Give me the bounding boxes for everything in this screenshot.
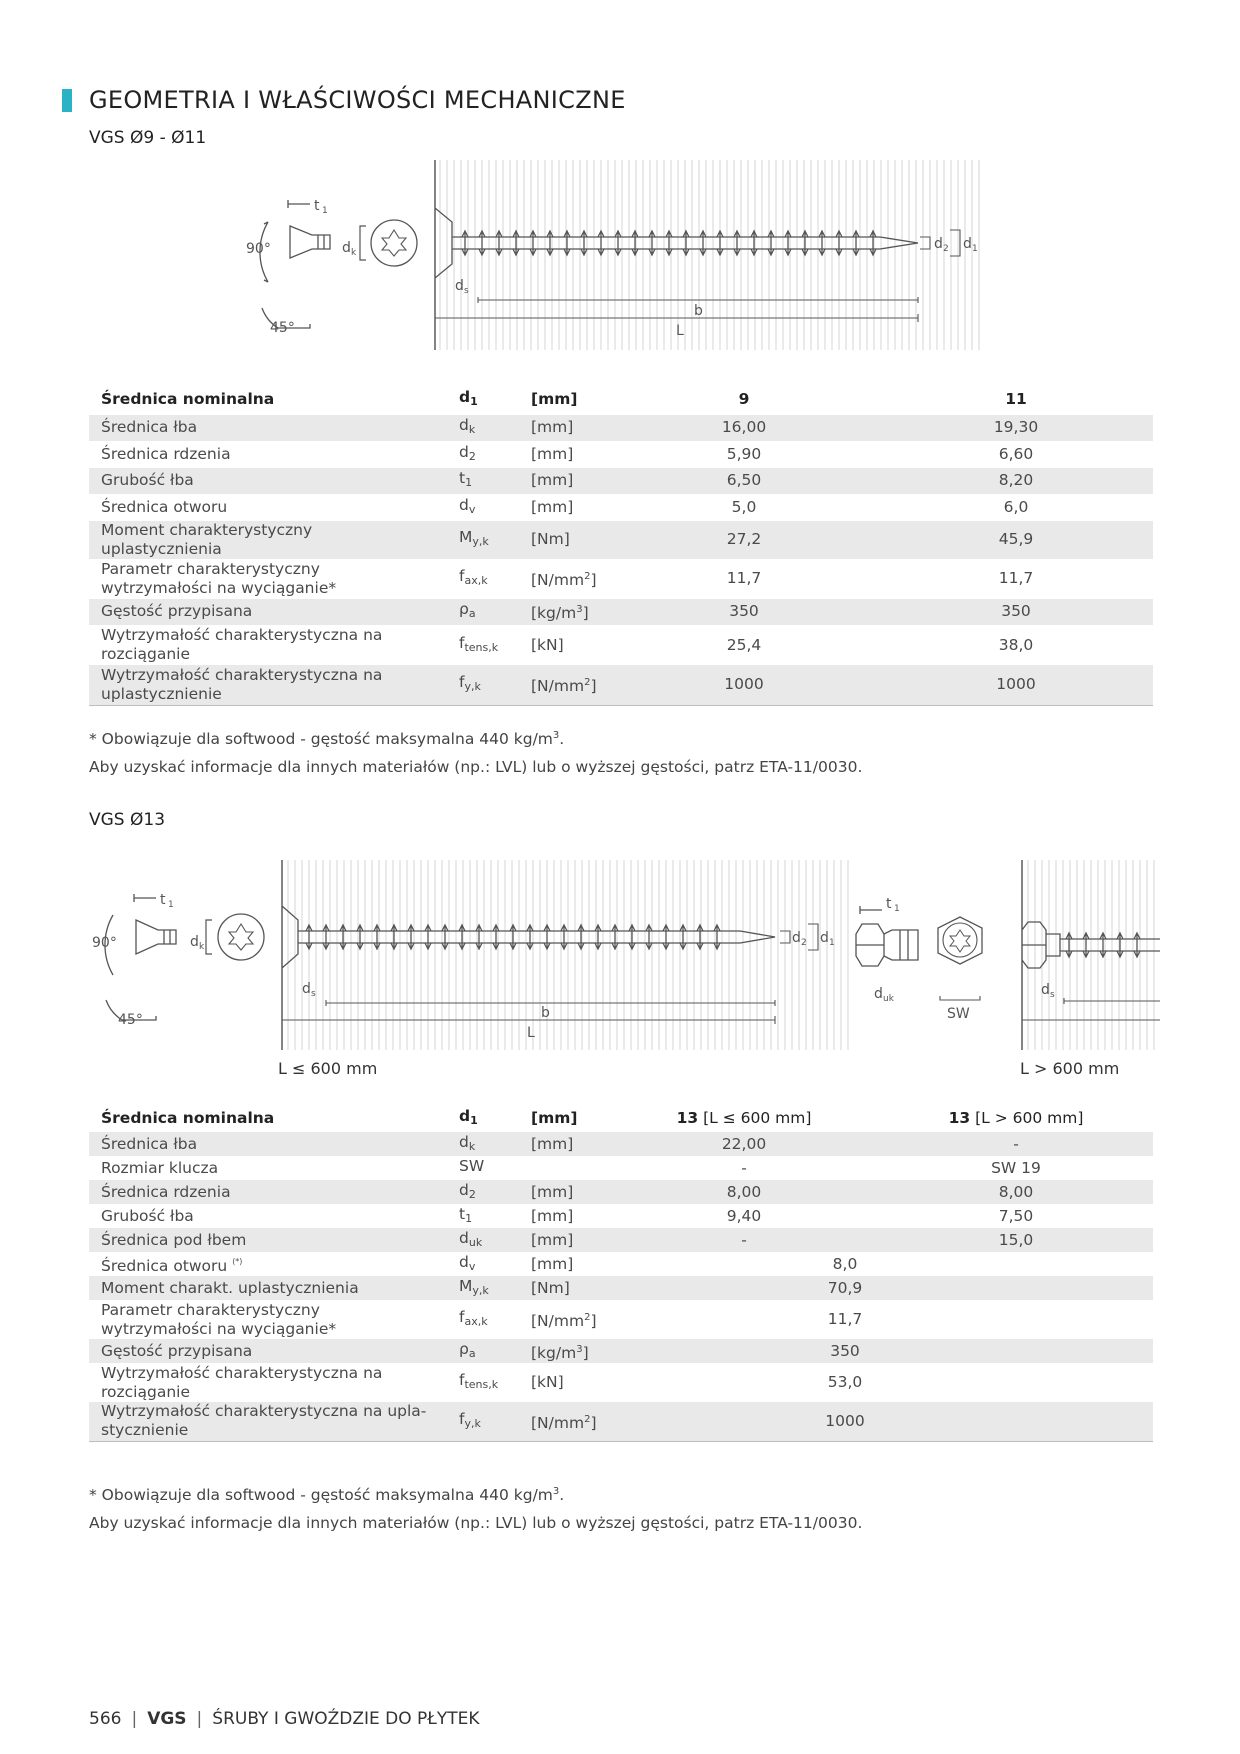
- thread-turn: [510, 925, 516, 949]
- part2-title: VGS Ø13: [89, 810, 166, 830]
- thread-turn: [751, 231, 757, 255]
- svg-text:1: 1: [168, 900, 174, 910]
- thread-turn: [734, 231, 740, 255]
- screw-drawing-13: [0, 860, 1240, 1080]
- label-dk: d: [342, 240, 351, 256]
- table-row: Średnica łba $d_k$ [mm] 22,00 -: [89, 1132, 1153, 1156]
- thread-turn: [459, 925, 465, 949]
- thread-turn: [680, 925, 686, 949]
- thread-turn: [819, 231, 825, 255]
- label-d1: d: [820, 930, 829, 946]
- screw-drawing-9-11: [0, 160, 1240, 350]
- label-L: L: [676, 323, 684, 339]
- thread-turn: [1134, 933, 1140, 957]
- thread-turn: [1117, 933, 1123, 957]
- label-t1-hex: t: [886, 896, 892, 912]
- thread-turn: [581, 231, 587, 255]
- label-duk: d: [874, 986, 883, 1002]
- thread-turn: [836, 231, 842, 255]
- page-number: 566: [89, 1709, 122, 1729]
- table-row: Grubość łba $t_1$ [mm] 9,40 7,50: [101, 1204, 1034, 1225]
- section-title: GEOMETRIA I WŁAŚCIWOŚCI MECHANICZNE: [89, 86, 626, 114]
- svg-text:uk: uk: [883, 994, 894, 1004]
- label-angle-90: 90°: [246, 241, 271, 257]
- spec-table-9-11: [89, 384, 1153, 706]
- table-row: Wytrzymałość charakterystyczna na rozciąganie $f_{tens,k}$ [kN] 25,4 38,0: [101, 626, 1034, 663]
- table-row: Parametr charakterystyczny wytrzymałości na wyciąganie* $f_{ax,k}$ $[N/mm^2]$ 11,7: [101, 1300, 863, 1338]
- label-angle-45: 45°: [270, 320, 295, 336]
- part1-reference-note: Aby uzyskać informacje dla innych materiałów (np.: LVL) lub o wyższej gęstości, patrz ETA-11/0030.: [89, 758, 863, 776]
- table-row: Grubość łba $t_1$ [mm] 6,50 8,20: [89, 468, 1153, 495]
- table-row: Wytrzymałość charakterystyczna na rozciąganie $f_{tens,k}$ [kN] 53,0: [101, 1363, 863, 1401]
- thread-turn: [442, 925, 448, 949]
- countersunk-head-side-view: [105, 894, 176, 1020]
- table-row: Średnica otworu (*) $d_v$ [mm] 8,0: [101, 1252, 858, 1275]
- countersunk-head-top-view: [218, 914, 264, 960]
- thread-turn: [408, 925, 414, 949]
- svg-text:2: 2: [801, 938, 807, 948]
- thread-turn: [632, 231, 638, 255]
- label-L: L: [527, 1025, 535, 1041]
- svg-text:1: 1: [894, 904, 900, 914]
- label-d2: d: [792, 930, 801, 946]
- table-header-row: Średnica nominalna $d_1$ [mm] 13 [L ≤ 600 mm] 13 [L > 600 mm]: [101, 1106, 1084, 1127]
- table-row: Średnica łba $d_k$ [mm] 16,00 19,30: [89, 415, 1153, 442]
- thread-turn: [561, 925, 567, 949]
- table-row: Średnica otworu $d_v$ [mm] 5,0 6,0: [101, 495, 1029, 516]
- table-row: Gęstość przypisana $\rho_a$ $[kg/m^3]$ 350: [89, 1339, 1153, 1363]
- thread-turn: [527, 925, 533, 949]
- thread-turn: [615, 231, 621, 255]
- label-sw: SW: [947, 1006, 970, 1022]
- svg-text:k: k: [351, 248, 357, 258]
- thread-turn: [462, 231, 468, 255]
- footer-category: ŚRUBY I GWOŹDZIE DO PŁYTEK: [212, 1709, 480, 1729]
- table-row: Parametr charakterystyczny wytrzymałości na wyciąganie* $f_{ax,k}$ $[N/mm^2]$ 11,7 11,7: [101, 559, 1034, 597]
- label-ds: d: [455, 278, 464, 294]
- part2-reference-note: Aby uzyskać informacje dla innych materiałów (np.: LVL) lub o wyższej gęstości, patrz ETA-11/0030.: [89, 1514, 863, 1532]
- table-row: Gęstość przypisana $\rho_a$ $[kg/m^3]$ 350 350: [89, 599, 1153, 626]
- part1-diagram: [0, 160, 1240, 350]
- head-side-view: [260, 200, 330, 328]
- label-b: b: [694, 303, 703, 319]
- svg-text:s: s: [464, 286, 469, 296]
- table-row: Średnica rdzenia $d_2$ [mm] 5,90 6,60: [101, 442, 1034, 463]
- thread-turn: [629, 925, 635, 949]
- thread-turn: [683, 231, 689, 255]
- hex-head-top-view: [938, 917, 982, 1000]
- section-accent-bar: [62, 89, 72, 112]
- thread-turn: [853, 231, 859, 255]
- thread-turn: [340, 925, 346, 949]
- thread-turn: [564, 231, 570, 255]
- table-row: Średnica pod łbem $d_{uk}$ [mm] - 15,0: [89, 1228, 1153, 1252]
- svg-text:2: 2: [943, 244, 949, 254]
- svg-text:1: 1: [829, 938, 835, 948]
- part2-footnote: * Obowiązuje dla softwood - gęstość maksymalna 440 $kg/m^3$.: [89, 1486, 565, 1504]
- thread-turn: [323, 925, 329, 949]
- thread-turn: [663, 925, 669, 949]
- thread-turn: [646, 925, 652, 949]
- label-ds-long: d: [1041, 982, 1050, 998]
- label-dk: d: [190, 934, 199, 950]
- part2-diagram: [0, 860, 1240, 1080]
- thread-turn: [513, 231, 519, 255]
- thread-turn: [802, 231, 808, 255]
- footer-product: VGS: [147, 1709, 187, 1729]
- thread-turn: [578, 925, 584, 949]
- section-heading: [62, 86, 626, 114]
- table-row: Wytrzymałość charakterystyczna na uplastycznienie $f_{y,k}$ $[N/mm^2]$ 1000 1000: [89, 665, 1153, 705]
- table-row: Rozmiar klucza SW - SW 19: [101, 1156, 1041, 1177]
- thread-turn: [870, 231, 876, 255]
- table-header-row: Średnica nominalna $d_1$ [mm] 9 11: [101, 387, 1027, 408]
- caption-short-screw: L ≤ 600 mm: [278, 1059, 378, 1078]
- label-d2: d: [934, 236, 943, 252]
- label-angle-45: 45°: [118, 1012, 143, 1028]
- caption-long-screw: L > 600 mm: [1020, 1059, 1120, 1078]
- thread-turn: [425, 925, 431, 949]
- thread-turn: [544, 925, 550, 949]
- label-b: b: [541, 1005, 550, 1021]
- head-top-view: [371, 220, 417, 266]
- part1-title: VGS Ø9 - Ø11: [89, 128, 207, 148]
- hex-head-side-view: [856, 906, 918, 966]
- thread-turn: [1066, 933, 1072, 957]
- thread-turn: [391, 925, 397, 949]
- table-row: Moment charakt. uplastycznienia $M_{y,k}$ [Nm] 70,9: [89, 1276, 1153, 1300]
- label-angle-90: 90°: [92, 935, 117, 951]
- spec-table-13: [89, 1104, 1153, 1442]
- label-d1: d: [963, 236, 972, 252]
- thread-turn: [717, 231, 723, 255]
- thread-turn: [479, 231, 485, 255]
- thread-turn: [496, 231, 502, 255]
- part1-footnote: * Obowiązuje dla softwood - gęstość maksymalna 440 $kg/m^3$.: [89, 730, 565, 748]
- thread-turn: [697, 925, 703, 949]
- svg-text:k: k: [199, 942, 205, 952]
- thread-turn: [306, 925, 312, 949]
- thread-turn: [700, 231, 706, 255]
- page-footer: 566 | VGS | ŚRUBY I GWOŹDZIE DO PŁYTEK: [89, 1709, 480, 1729]
- table-row: Moment charakterystyczny uplastycznienia $M_{y,k}$ [Nm] 27,2 45,9: [89, 521, 1153, 559]
- label-ds: d: [302, 981, 311, 997]
- svg-text:1: 1: [972, 244, 978, 254]
- table-row: Średnica rdzenia $d_2$ [mm] 8,00 8,00: [89, 1180, 1153, 1204]
- svg-text:s: s: [311, 989, 316, 999]
- table-row: Wytrzymałość charakterystyczna na upla- stycznienie $f_{y,k}$ $[N/mm^2]$ 1000: [89, 1402, 1153, 1441]
- label-t1: t: [314, 198, 320, 214]
- svg-text:s: s: [1050, 990, 1055, 1000]
- thread-turn: [598, 231, 604, 255]
- label-t1: t: [160, 892, 166, 908]
- svg-text:1: 1: [322, 206, 328, 216]
